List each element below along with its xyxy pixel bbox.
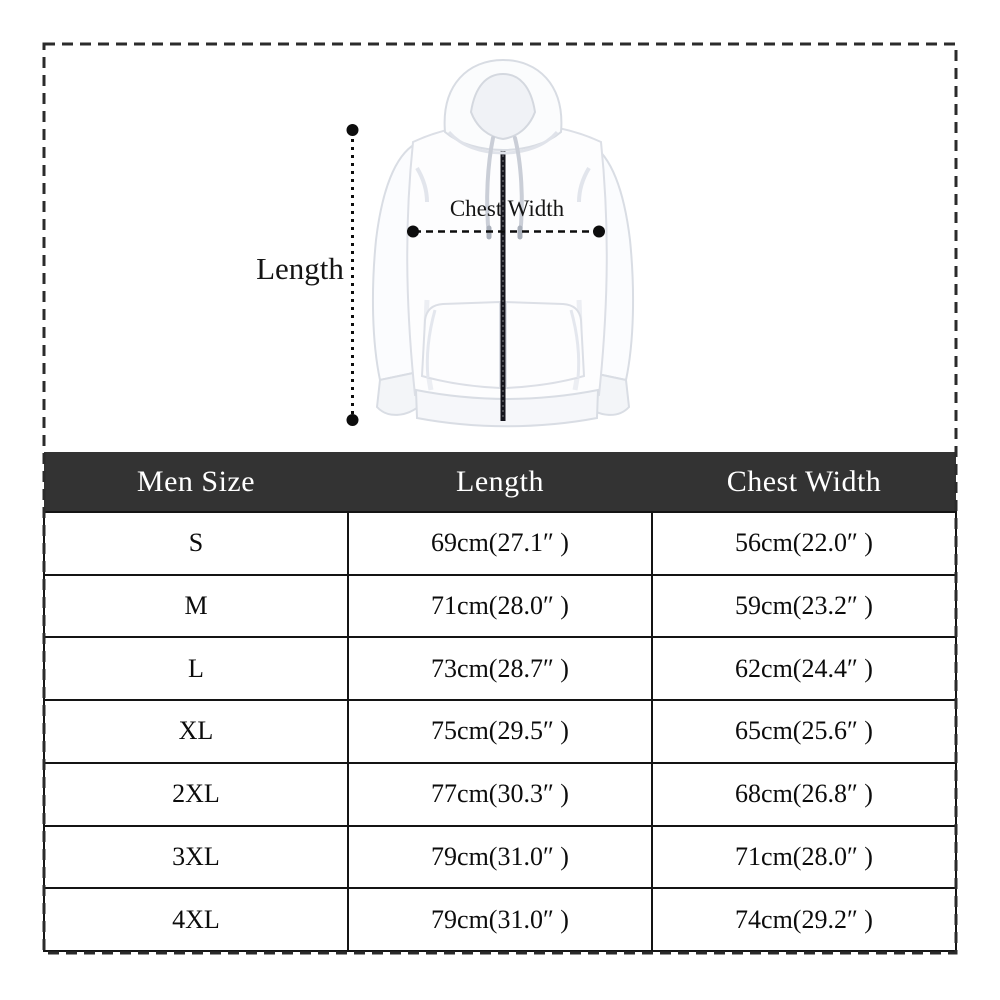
length-cell: 75cm(29.5″ ) [348, 700, 652, 763]
chest-cell: 65cm(25.6″ ) [652, 700, 956, 763]
chest-cell: 68cm(26.8″ ) [652, 763, 956, 826]
length-cell: 73cm(28.7″ ) [348, 637, 652, 700]
chest-cell: 56cm(22.0″ ) [652, 512, 956, 575]
table-row [44, 700, 956, 763]
size-rows [44, 512, 956, 951]
length-cell: 79cm(31.0″ ) [348, 826, 652, 889]
table-row [44, 512, 956, 575]
size-cell: M [44, 575, 348, 638]
length-label: Length [256, 251, 344, 286]
length-cell: 71cm(28.0″ ) [348, 575, 652, 638]
size-table-header [44, 452, 956, 512]
hoodie-illustration [357, 50, 649, 442]
header-length: Length [348, 452, 652, 512]
size-cell: 3XL [44, 826, 348, 889]
length-cell: 77cm(30.3″ ) [348, 763, 652, 826]
size-chart-table [43, 452, 957, 952]
size-cell: 2XL [44, 763, 348, 826]
table-row [44, 763, 956, 826]
size-cell: 4XL [44, 888, 348, 951]
table-row [44, 888, 956, 951]
header-men-size: Men Size [44, 452, 348, 512]
size-cell: XL [44, 700, 348, 763]
chest-cell: 71cm(28.0″ ) [652, 826, 956, 889]
table-row [44, 637, 956, 700]
header-chest-width: Chest Width [652, 452, 956, 512]
chest-cell: 62cm(24.4″ ) [652, 637, 956, 700]
chest-width-label: Chest Width [449, 196, 565, 221]
chest-cell: 74cm(29.2″ ) [652, 888, 956, 951]
header-row [44, 452, 956, 512]
length-cell: 79cm(31.0″ ) [348, 888, 652, 951]
length-cell: 69cm(27.1″ ) [348, 512, 652, 575]
table-row [44, 575, 956, 638]
table-row [44, 826, 956, 889]
size-cell: L [44, 637, 348, 700]
chest-cell: 59cm(23.2″ ) [652, 575, 956, 638]
size-cell: S [44, 512, 348, 575]
